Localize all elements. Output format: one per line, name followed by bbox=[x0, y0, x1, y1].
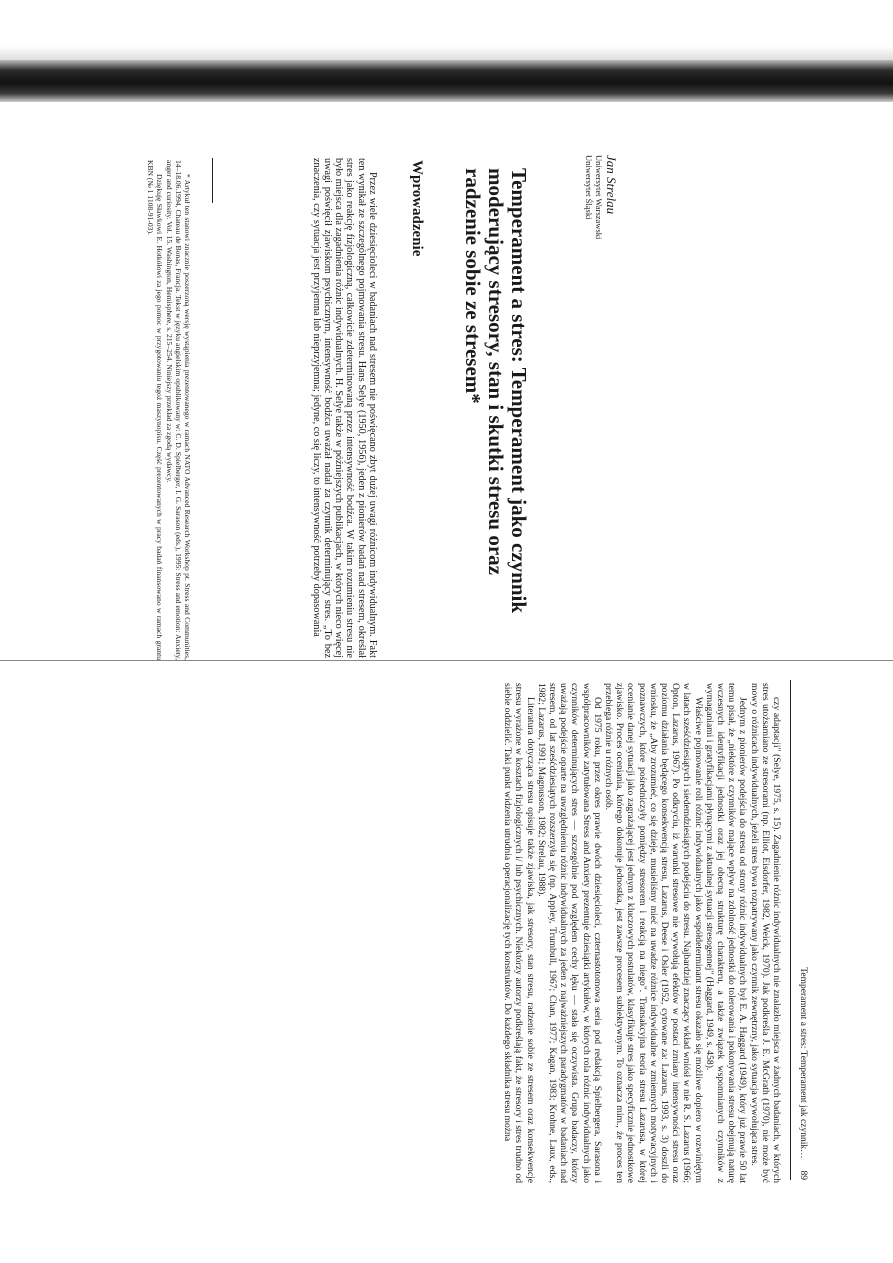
footnote bbox=[146, 160, 192, 660]
right-paragraph-1: czy adaptacji" (Selye, 1975, s. 15). Zagadnienie różnic indywidualnych nie znalazło miejsca w żadnych badaniach, w których stres utożsamiano ze stresorami (np. Elliot, Eisdorfer, 1982, Weick, 1970). Jak podkreśla J. E. McGrath (1970), nie może być mowy o różnicach indywidualnych, jeżeli stres bywa rozpatrywany jako czynnik zewnętrzny, jako sytuacja wywołująca stres. bbox=[748, 683, 782, 1183]
running-header bbox=[798, 680, 808, 1180]
footnote-paragraph-1: * Artykuł ten stanowi znacznie poszerzoną wersję wystąpienia prezentowanego w ramach NATO Advanced Research Workshop pt. Stress and Communities, 14–18.06.1994, Chateau de Bonas, Francja. Tekst w języku angielskim opublikowany w: C. D. Spielberger, I. G. Sarason (eds.), 1995: Stress and emotion: Anxiety, anger and curiosity. Vol. 15. Washington, Hemisphere, s. 215–254. Niniejszy przekład za zgodą wydawcy. bbox=[164, 160, 192, 660]
affiliation-2: Uniwersytet Śląski bbox=[584, 155, 594, 220]
section-heading-block bbox=[408, 160, 425, 460]
page-number: 89 bbox=[798, 1170, 808, 1180]
right-paragraph-4: Od 1975 roku, przez okres prawie dwóch dziesięcioleci, czternastotomowa seria pod redakcją Spielbergera, Sarasona i współpracowników zatytułowana Stress and Anxiety prezentuje dziesiątki artykułów, w których rola różnic indywidualnych jako czynników determinujących stres — szczególnie pod względem cechy lęku — stała się oczywista. Grupa badaczy, którzy uważają podejście oparte na uwzględnieniu różnic indywidualnych za jeden z najważniejszych paradygmatów w badaniach nad stresem, od lat sześćdziesiątych rozszerzyła się (np. Appley, Trumbull, 1967; Chan, 1977; Kagan, 1983; Krohne, Laux, eds., 1982; Lazarus, 1991; Magnusson, 1982; Strelau, 1988). bbox=[535, 683, 603, 1183]
right-paragraph-5: Literatura dotycząca stresu opisuje także zjawiska, jak stresory, stan stresu, radzenie sobie ze stresem oraz konsekwencje stresu wyrażone w kosztach fizjologicznych i/ lub psychicznych. Niektórzy autorzy podkreślają fakt, że stresory i stres trudno od siebie oddzielić. Taki punkt widzenia utrudnia operacjonalizację tych konstruktów. Do każdego składnika stresu można bbox=[502, 683, 536, 1183]
right-body bbox=[502, 683, 782, 1183]
affiliation-1: Uniwersytet Warszawski bbox=[594, 155, 604, 240]
page-fold bbox=[0, 660, 893, 661]
article-title-block bbox=[461, 168, 530, 628]
footnote-rule bbox=[212, 158, 213, 203]
author-name: Jan Strelau bbox=[604, 155, 619, 215]
section-heading: Wprowadzenie bbox=[409, 160, 425, 257]
author-block bbox=[584, 155, 618, 455]
left-paragraph: Przez wiele dziesięcioleci w badaniach nad stresem nie poświęcano zbyt dużej uwagi różnicom indywidualnym. Fakt ten wynikał ze szczególnego pojmowania stresu. Hans Selye (1950, 1956), jeden z pionierów badań nad stresem, określał stres jako reakcję fizjologiczną, całkowicie zdeterminowaną przez intensywność bodźca. W takim rozumieniu stresu nie było miejsca dla zagadnienia różnic indywidualnych. H. Selye także w późniejszych publikacjach, w których nieco więcej uwagi poświęcił zjawiskom psychicznym, intensywność bodźca uważał nadal za czynnik determinujący stres. „To bez znaczenia, czy sytuacja jest przyjemna lub nieprzyjemna; jedyne, co się liczy, to intensywność potrzeby dopasowania bbox=[310, 158, 378, 658]
running-header-title: Temperament a stres: Temperament jak czynnik… bbox=[798, 967, 808, 1159]
footnote-paragraph-2: Dziękuję Sławkowi E. Hotkółowi za jego pomoc w przygotowaniu tegoż maszynopisu. Część prezentowanych w pracy badań finansowano w ramach grantu KBN (№ 1 1108-91-03). bbox=[146, 160, 165, 660]
header-rule bbox=[790, 680, 791, 1180]
right-paragraph-2: Jednym z pionierów podejścia do stresu od strony różnic indywidualnych był E. A. Haggard (1949), który już prawie 50 lat temu pisał, że „niektóre z czynników mające wpływ na zdolność jednostki do tolerowania i pokonywania stresu obejmują naturę wczesnych identyfikacji jednostki oraz jej obecną strukturę charakteru, a także związek wspomnianych czynników z wymaganiami i gratyfikacjami płynącymi z aktualnej sytuacji stresogennej" (Haggard, 1949, s. 458). bbox=[703, 683, 749, 1183]
article-title: Temperament a stres: Temperament jako czynnik moderujący stresory, stan i skutki stresu oraz radzenie sobie ze stresem* bbox=[461, 168, 531, 614]
left-body bbox=[310, 158, 378, 658]
scan-binding-shadow bbox=[0, 60, 893, 102]
right-paragraph-3: Właściwe pojmowanie roli różnic indywidualnych jako współdeterminant stresu okazało się możliwe dopiero w rozwiniętym w latach sześćdziesiątych i siedemdziesiątych podejściu do stresu. Najbardziej znaczący wkład wniósł w nie R. S. Lazarus (1966; Opton, Lazarus, 1967). Po odkryciu, iż warunki stresowe nie wywołują efektów w postaci zmiany intensywności stresu oraz poziomu działania będącego konsekwencją stresu, Lazarus, Deese i Osler (1952, cytowane za: Lazarus, 1993, s. 3) doszli do wniosku, że „Aby zrozumieć, co się dzieje, musieliśmy mieć na uwadze różnice indywidualne w zmiennych motywacyjnych i poznawczych, które pośredniczyły pomiędzy stresorem i reakcją na niego". Transakcyjna teoria stresu Lazarusa, w której ocenianie danej sytuacji jako zagrażającej jest jednym z kluczowych postulatów, klasyfikuje stres jako specyficznie jednostkowe zjawisko. Proces oceniania, którego dokonuje jednostka, jest zawsze procesem subiektywnym. To oznacza mim., że proces ten przebiega różnie u różnych osób. bbox=[602, 683, 704, 1183]
